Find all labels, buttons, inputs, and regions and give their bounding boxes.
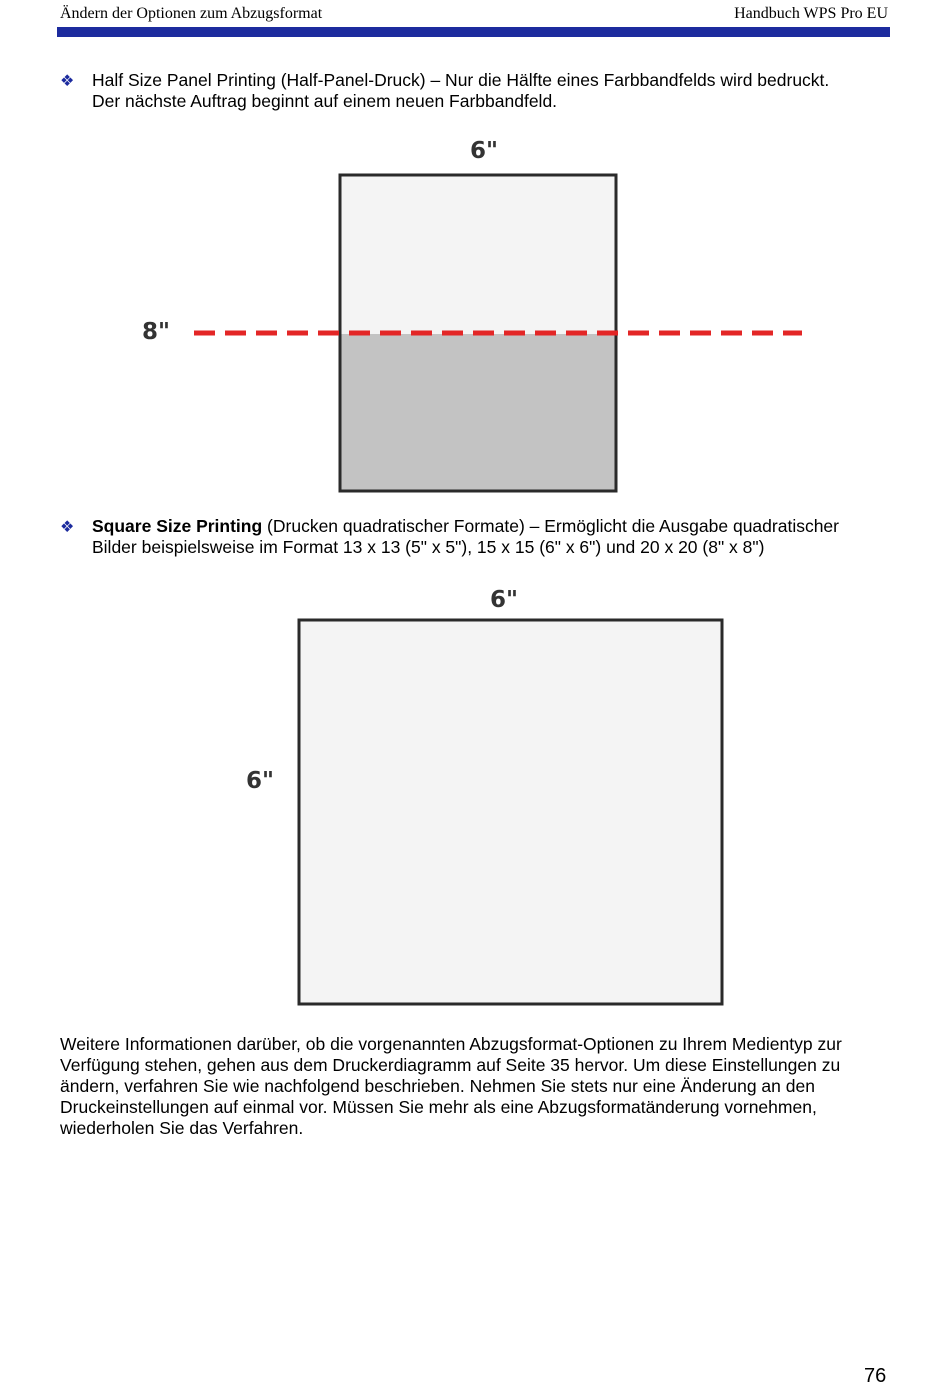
half-panel-width-label: 6" [470, 138, 498, 164]
paragraph-line-3: ändern, verfahren Sie wie nachfolgend beschrieben. Nehmen Sie stets nur eine Änderung an den [60, 1076, 815, 1096]
info-paragraph [60, 1034, 900, 1139]
square-height-label: 6" [246, 768, 274, 794]
paragraph-line-5: wiederholen Sie das Verfahren. [60, 1118, 304, 1138]
bullet-square-text [92, 516, 902, 558]
bullet-diamond-icon: ❖ [60, 517, 75, 536]
paragraph-line-2: Verfügung stehen, gehen aus dem Druckerdiagramm auf Seite 35 hervor. Um diese Einstellungen zu [60, 1055, 841, 1075]
square-line-1-rest: (Drucken quadratischer Formate) – Ermöglicht die Ausgabe quadratischer [262, 516, 839, 536]
bullet-half-panel-text [92, 70, 902, 112]
paragraph-line-4: Druckeinstellungen auf einmal vor. Müssen Sie mehr als eine Abzugsformatänderung vornehmen, [60, 1097, 817, 1117]
half-panel-line-2: Der nächste Auftrag beginnt auf einem neuen Farbbandfeld. [92, 91, 558, 111]
header-manual-title: Handbuch WPS Pro EU [734, 5, 888, 22]
header-rule [57, 27, 890, 37]
square-outline [299, 620, 722, 1004]
half-panel-unprinted-half [340, 175, 616, 334]
half-panel-diagram [0, 130, 950, 500]
square-width-label: 6" [490, 587, 518, 613]
header-section-title: Ändern der Optionen zum Abzugsformat [60, 5, 323, 22]
half-panel-height-label: 8" [142, 319, 170, 345]
square-line-1 [92, 516, 902, 537]
page-header [0, 0, 950, 40]
square-diagram [0, 580, 950, 1010]
square-line-2: Bilder beispielsweise im Format 13 x 13 (5" x 5"), 15 x 15 (6" x 6") und 20 x 20 (8" x 8") [92, 537, 765, 557]
half-panel-printed-half [340, 334, 616, 491]
paragraph-line-1: Weitere Informationen darüber, ob die vorgenannten Abzugsformat-Optionen zu Ihrem Medientyp zur [60, 1034, 842, 1054]
bullet-diamond-icon: ❖ [60, 71, 75, 90]
page-number: 76 [864, 1365, 887, 1387]
square-title: Square Size Printing [92, 516, 263, 536]
half-panel-line-1: Half Size Panel Printing (Half-Panel-Druck) – Nur die Hälfte eines Farbbandfelds wird bedruckt. [92, 70, 830, 90]
